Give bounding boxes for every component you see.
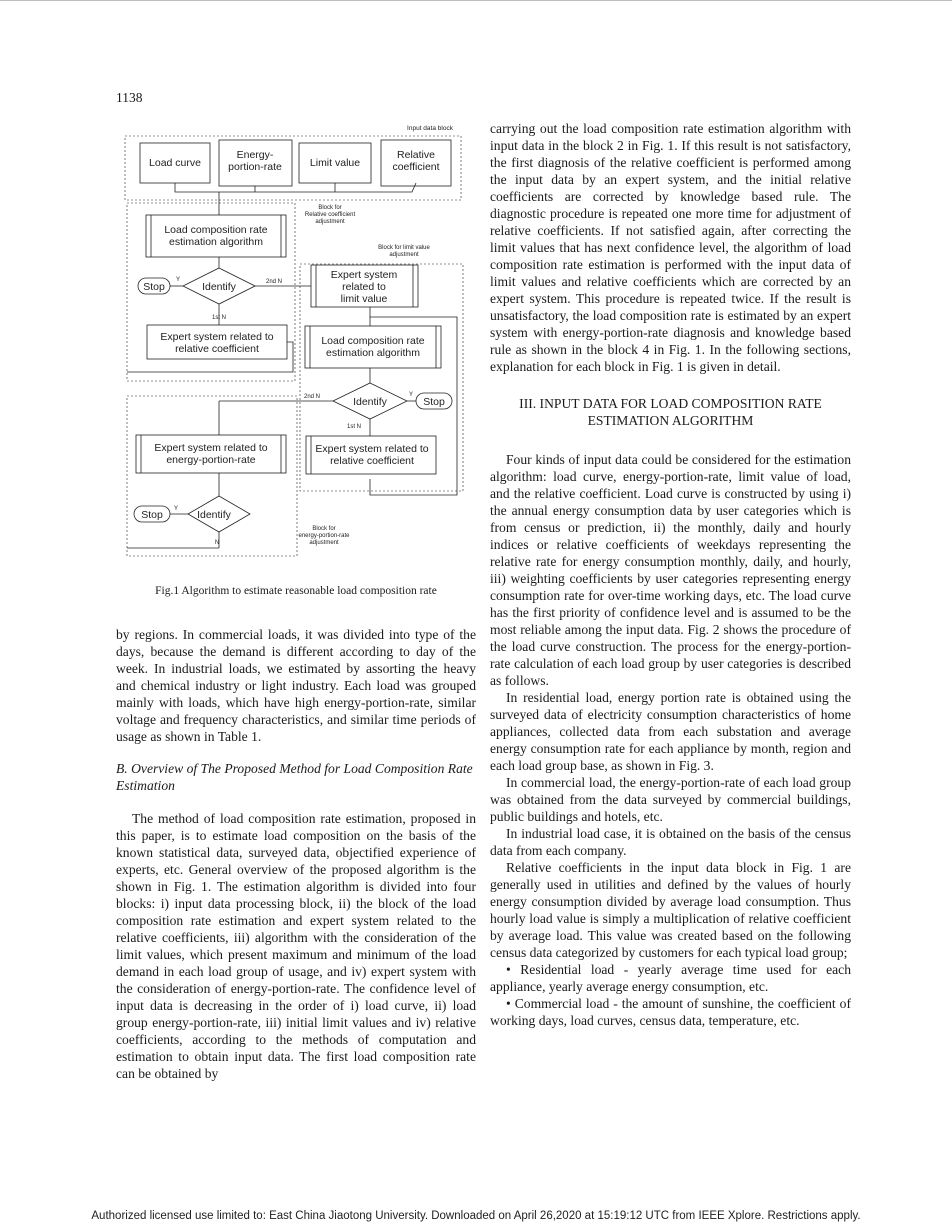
second-n-1: 2nd N bbox=[265, 279, 283, 285]
identify-1: Identify bbox=[202, 281, 236, 293]
input-limit-value: Limit value bbox=[309, 157, 361, 169]
energy-portion-block bbox=[127, 396, 297, 556]
input-load-curve: Load curve bbox=[149, 157, 201, 169]
expert-limit: Expert system related to limit value bbox=[330, 269, 398, 306]
bullet-commercial: • Commercial load - the amount of sunshine, the coefficient of working days, load curves, census data, temperature, etc. bbox=[490, 996, 851, 1028]
expert-relative-2: Expert system related to relative coefficient bbox=[315, 443, 429, 468]
lcr-algorithm-1: Load composition rate estimation algorithm bbox=[164, 224, 268, 249]
right-column bbox=[490, 120, 851, 1029]
block-energy-label: Block for energy-portion-rate adjustment bbox=[298, 526, 350, 546]
top-rule bbox=[0, 0, 952, 1]
stop-2: Stop bbox=[423, 396, 445, 408]
expert-energy: Expert system related to energy-portion-rate bbox=[154, 442, 268, 467]
first-n-1: 1st N bbox=[211, 315, 227, 321]
expert-relative-1: Expert system related to relative coefficient bbox=[160, 331, 274, 356]
left-paragraph-2: The method of load composition rate estimation, proposed in this paper, is to estimate load composition on the basis of the known statistical data, surveyed data, objectified experience of experts, etc. General overview of the proposed algorithm is the shown in Fig. 1. The estimation algorithm is divided into four blocks: i) input data processing block, ii) the block of the load composition rate estimation and expert system related to the relative coefficients, iii) algorithm with the consideration of the limit values, which present maximum and minimum of the load demand in each load group of usage, and iv) expert system with the consideration of energy-portion-rate. The confidence level of input data is decreasing in the order of i) load curve, ii) load group energy-portion-rate, iii) initial limit values and iv) relative coefficients, according to the methods of computation and estimation to obtain input data. The first load composition rate can be obtained by bbox=[116, 811, 476, 1081]
input-block-label: Input data block bbox=[407, 125, 453, 132]
right-paragraph-3: In residential load, energy portion rate is obtained using the surveyed data of electricity consumption characteristics of home appliances, collected data from each substation and average energy consumption rate for each appliance by month, region and each load group base, as shown in Fig. 3. bbox=[490, 690, 851, 773]
first-n-2: 1st N bbox=[346, 424, 362, 430]
bullet-residential: • Residential load - yearly average time used for each appliance, yearly average energy consumption, etc. bbox=[490, 962, 851, 994]
lcr-algorithm-2: Load composition rate estimation algorithm bbox=[321, 335, 425, 360]
stop-1: Stop bbox=[143, 281, 165, 293]
no-3: N bbox=[214, 540, 220, 546]
block-relative-label: Block for Relative coefficient adjustment bbox=[304, 205, 356, 225]
block-limit-label: Block for limit value adjustment bbox=[378, 245, 430, 258]
input-relative-coefficient: Relative coefficient bbox=[392, 149, 440, 174]
page-number: 1138 bbox=[116, 90, 143, 105]
left-paragraph-1: by regions. In commercial loads, it was divided into type of the days, because the demand is different according to day of the week. In industrial loads, we estimated by assorting the heavy and chemical industry or light industry. Each load was grouped mainly with loads, which have high energy-portion-rate, similar voltage and frequency characteristics, and similar time periods of usage as shown in Table 1. bbox=[116, 627, 476, 744]
right-paragraph-4: In commercial load, the energy-portion-rate of each load group was obtained from the data surveyed by commercial buildings, public buildings and hotels, etc. bbox=[490, 775, 851, 824]
subsection-title: B. Overview of The Proposed Method for Load Composition Rate Estimation bbox=[116, 761, 473, 793]
yes-1: Y bbox=[175, 277, 181, 283]
figure-caption: Fig.1 Algorithm to estimate reasonable load composition rate bbox=[155, 585, 437, 597]
stop-3: Stop bbox=[141, 509, 163, 521]
right-paragraph-6: Relative coefficients in the input data block in Fig. 1 are generally used in utilities and defined by the values of hourly energy consumption divided by average load consumption. Thus hourly load value is simply a multiplication of relative coefficient by average load. This value was created based on the following census data categorized by customers for each typical load group; bbox=[490, 860, 851, 960]
identify-3: Identify bbox=[197, 509, 231, 521]
second-n-2: 2nd N bbox=[303, 394, 321, 400]
license-footer: Authorized licensed use limited to: East China Jiaotong University. Downloaded on April 26,2020 at 15:19:12 UTC from IEEE Xplore. Restrictions apply. bbox=[91, 1210, 861, 1222]
input-energy-portion-rate: Energy-portion-rate bbox=[228, 149, 282, 174]
yes-2: Y bbox=[408, 392, 414, 398]
right-paragraph-1: carrying out the load composition rate estimation algorithm with input data in the block 2 in Fig. 1. If this result is not satisfactory, the first diagnosis of the relative coefficient is performed among the input data by an expert system, and the initial relative coefficients are corrected by knowledge based rule. The diagnostic procedure is repeated one more time for adjustment of relative coefficients. If not satisfied again, after correcting the limit values that has next confidence level, the algorithm of load composition rate estimation is performed with the input data of limit values and relative coefficients which are corrected by an expert system. This procedure is repeated twice. If the result is unsatisfactory, the load composition rate is estimated by an expert system with energy-portion-rate diagnosis and knowledge based rule as shown in the block 4 in Fig. 1. In the following sections, explanation for each block in Fig. 1 is given in detail. bbox=[490, 121, 851, 374]
identify-2: Identify bbox=[353, 396, 387, 408]
section-title: III. INPUT DATA FOR LOAD COMPOSITION RATE ESTIMATION ALGORITHM bbox=[519, 396, 822, 428]
right-paragraph-2: Four kinds of input data could be considered for the estimation algorithm: load curve, energy-portion-rate, limit value of load, and the relative coefficient. Load curve is constructed by using i) the annual energy consumption data by user categories which is from census or prediction, ii) the monthly, daily and hourly indices or relative coefficients of weekdays representing the relative rate for energy consumption monthly, daily, and hourly, iii) weighting coefficients by user categories representing energy consumption rate for over-time working days, etc. The load curve has the first priority of confidence level and is assumed to be the most reliable among the input data. Fig. 2 shows the procedure of the load curve construction. The process for the energy-portion-rate calculation of each load group by user categories is described as follows. bbox=[490, 452, 851, 688]
left-column bbox=[116, 626, 476, 1082]
figure-1-flowchart bbox=[112, 118, 474, 566]
yes-3: Y bbox=[173, 506, 179, 512]
right-paragraph-5: In industrial load case, it is obtained on the basis of the census data from each company. bbox=[490, 826, 851, 858]
